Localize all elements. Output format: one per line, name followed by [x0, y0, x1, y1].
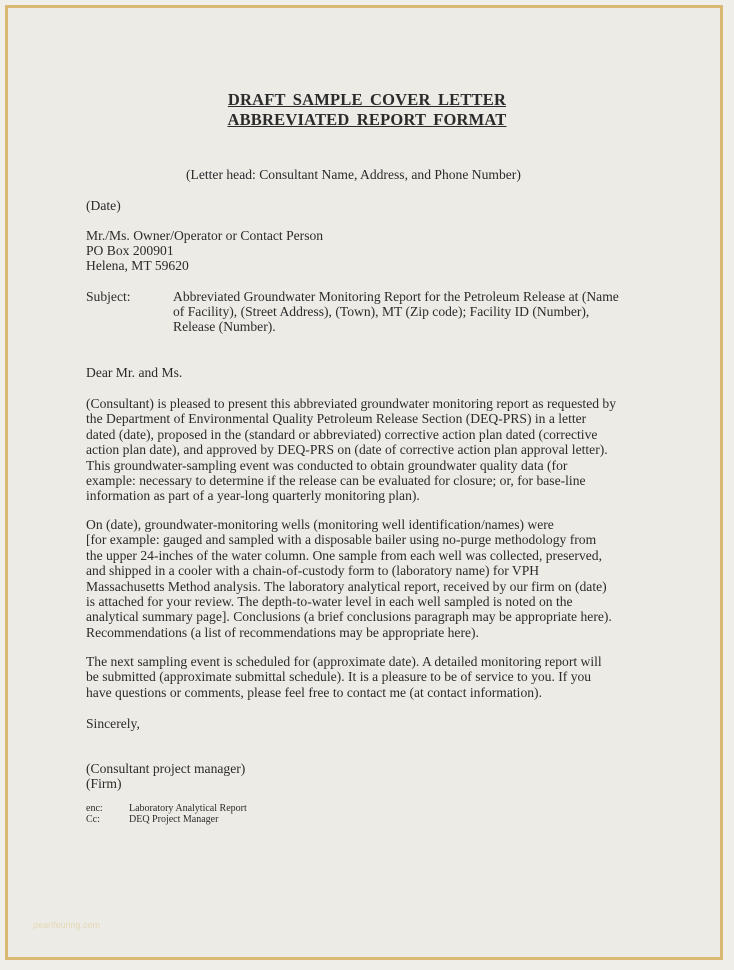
paragraph-line: The next sampling event is scheduled for (approximate date). A detailed monitoring report will	[86, 654, 602, 669]
salutation: Dear Mr. and Ms.	[86, 365, 183, 380]
paragraph-line: [for example: gauged and sampled with a disposable bailer using no-purge methodology from	[86, 532, 597, 548]
paragraph-line: (Consultant) is pleased to present this abbreviated groundwater monitoring report as requested by	[86, 396, 617, 411]
paragraph-line: analytical summary page]. Conclusions (a brief conclusions paragraph may be appropriate here).	[86, 609, 612, 625]
cc-label: Cc:	[86, 814, 100, 825]
enclosure-value: Laboratory Analytical Report	[129, 803, 247, 814]
date-placeholder: (Date)	[86, 198, 121, 213]
paragraph-next-event	[86, 654, 656, 700]
subject-line: Abbreviated Groundwater Monitoring Report for the Petroleum Release at (Name	[173, 289, 619, 304]
paragraph-line: Massachusetts Method analysis. The laboratory analytical report, received by our firm on (date)	[86, 578, 607, 594]
subject-line: Release (Number).	[173, 319, 276, 334]
cc-value: DEQ Project Manager	[129, 814, 219, 825]
paragraph-line: information as part of a year-long quarterly monitoring plan).	[86, 488, 420, 504]
title-line-2: ABBREVIATED REPORT FORMAT	[227, 110, 507, 129]
paragraph-sampling	[86, 517, 656, 640]
paragraph-line: be submitted (approximate submittal schedule). It is a pleasure to be of service to you. If you	[86, 669, 592, 685]
paragraph-line: Recommendations (a list of recommendations may be appropriate here).	[86, 624, 479, 640]
paragraph-line: On (date), groundwater-monitoring wells (monitoring well identification/names) were	[86, 517, 554, 532]
paragraph-line: example: necessary to determine if the release can be evaluated for closure; or, for base-line	[86, 473, 586, 489]
recipient-name: Mr./Ms. Owner/Operator or Contact Person	[86, 228, 324, 243]
paragraph-line: This groundwater-sampling event was conducted to obtain groundwater quality data (for	[86, 457, 568, 473]
enclosure-label: enc:	[86, 803, 103, 814]
subject-label: Subject:	[86, 289, 131, 304]
paragraph-line: the Department of Environmental Quality Petroleum Release Section (DEQ-PRS) in a letter	[86, 411, 587, 427]
paragraph-line: is attached for your review. The depth-to-water level in each well sampled is noted on the	[86, 594, 573, 610]
signature-name: (Consultant project manager)	[86, 761, 246, 776]
paragraph-introduction	[86, 396, 656, 504]
watermark: pearlfeuring.com	[33, 920, 101, 930]
paragraph-line: dated (date), proposed in the (standard or abbreviated) corrective action plan dated (corrective	[86, 426, 598, 442]
title-line-1: DRAFT SAMPLE COVER LETTER	[227, 90, 507, 109]
paragraph-line: the upper 24-inches of the water column. One sample from each well was collected, preserved,	[86, 547, 602, 563]
recipient-city: Helena, MT 59620	[86, 258, 189, 273]
signature-firm: (Firm)	[86, 776, 122, 791]
closing: Sincerely,	[86, 716, 140, 731]
subject-line: of Facility), (Street Address), (Town), MT (Zip code); Facility ID (Number),	[173, 304, 590, 319]
recipient-po-box: PO Box 200901	[86, 243, 174, 258]
paragraph-line: and shipped in a cooler with a chain-of-custody form to (laboratory name) for VPH	[86, 563, 540, 579]
paragraph-line: action plan date), and approved by DEQ-PRS on (date of corrective action plan approval letter).	[86, 442, 608, 458]
paragraph-line: have questions or comments, please feel free to contact me (at contact information).	[86, 684, 542, 700]
letterhead-placeholder: (Letter head: Consultant Name, Address, and Phone Number)	[186, 167, 521, 182]
